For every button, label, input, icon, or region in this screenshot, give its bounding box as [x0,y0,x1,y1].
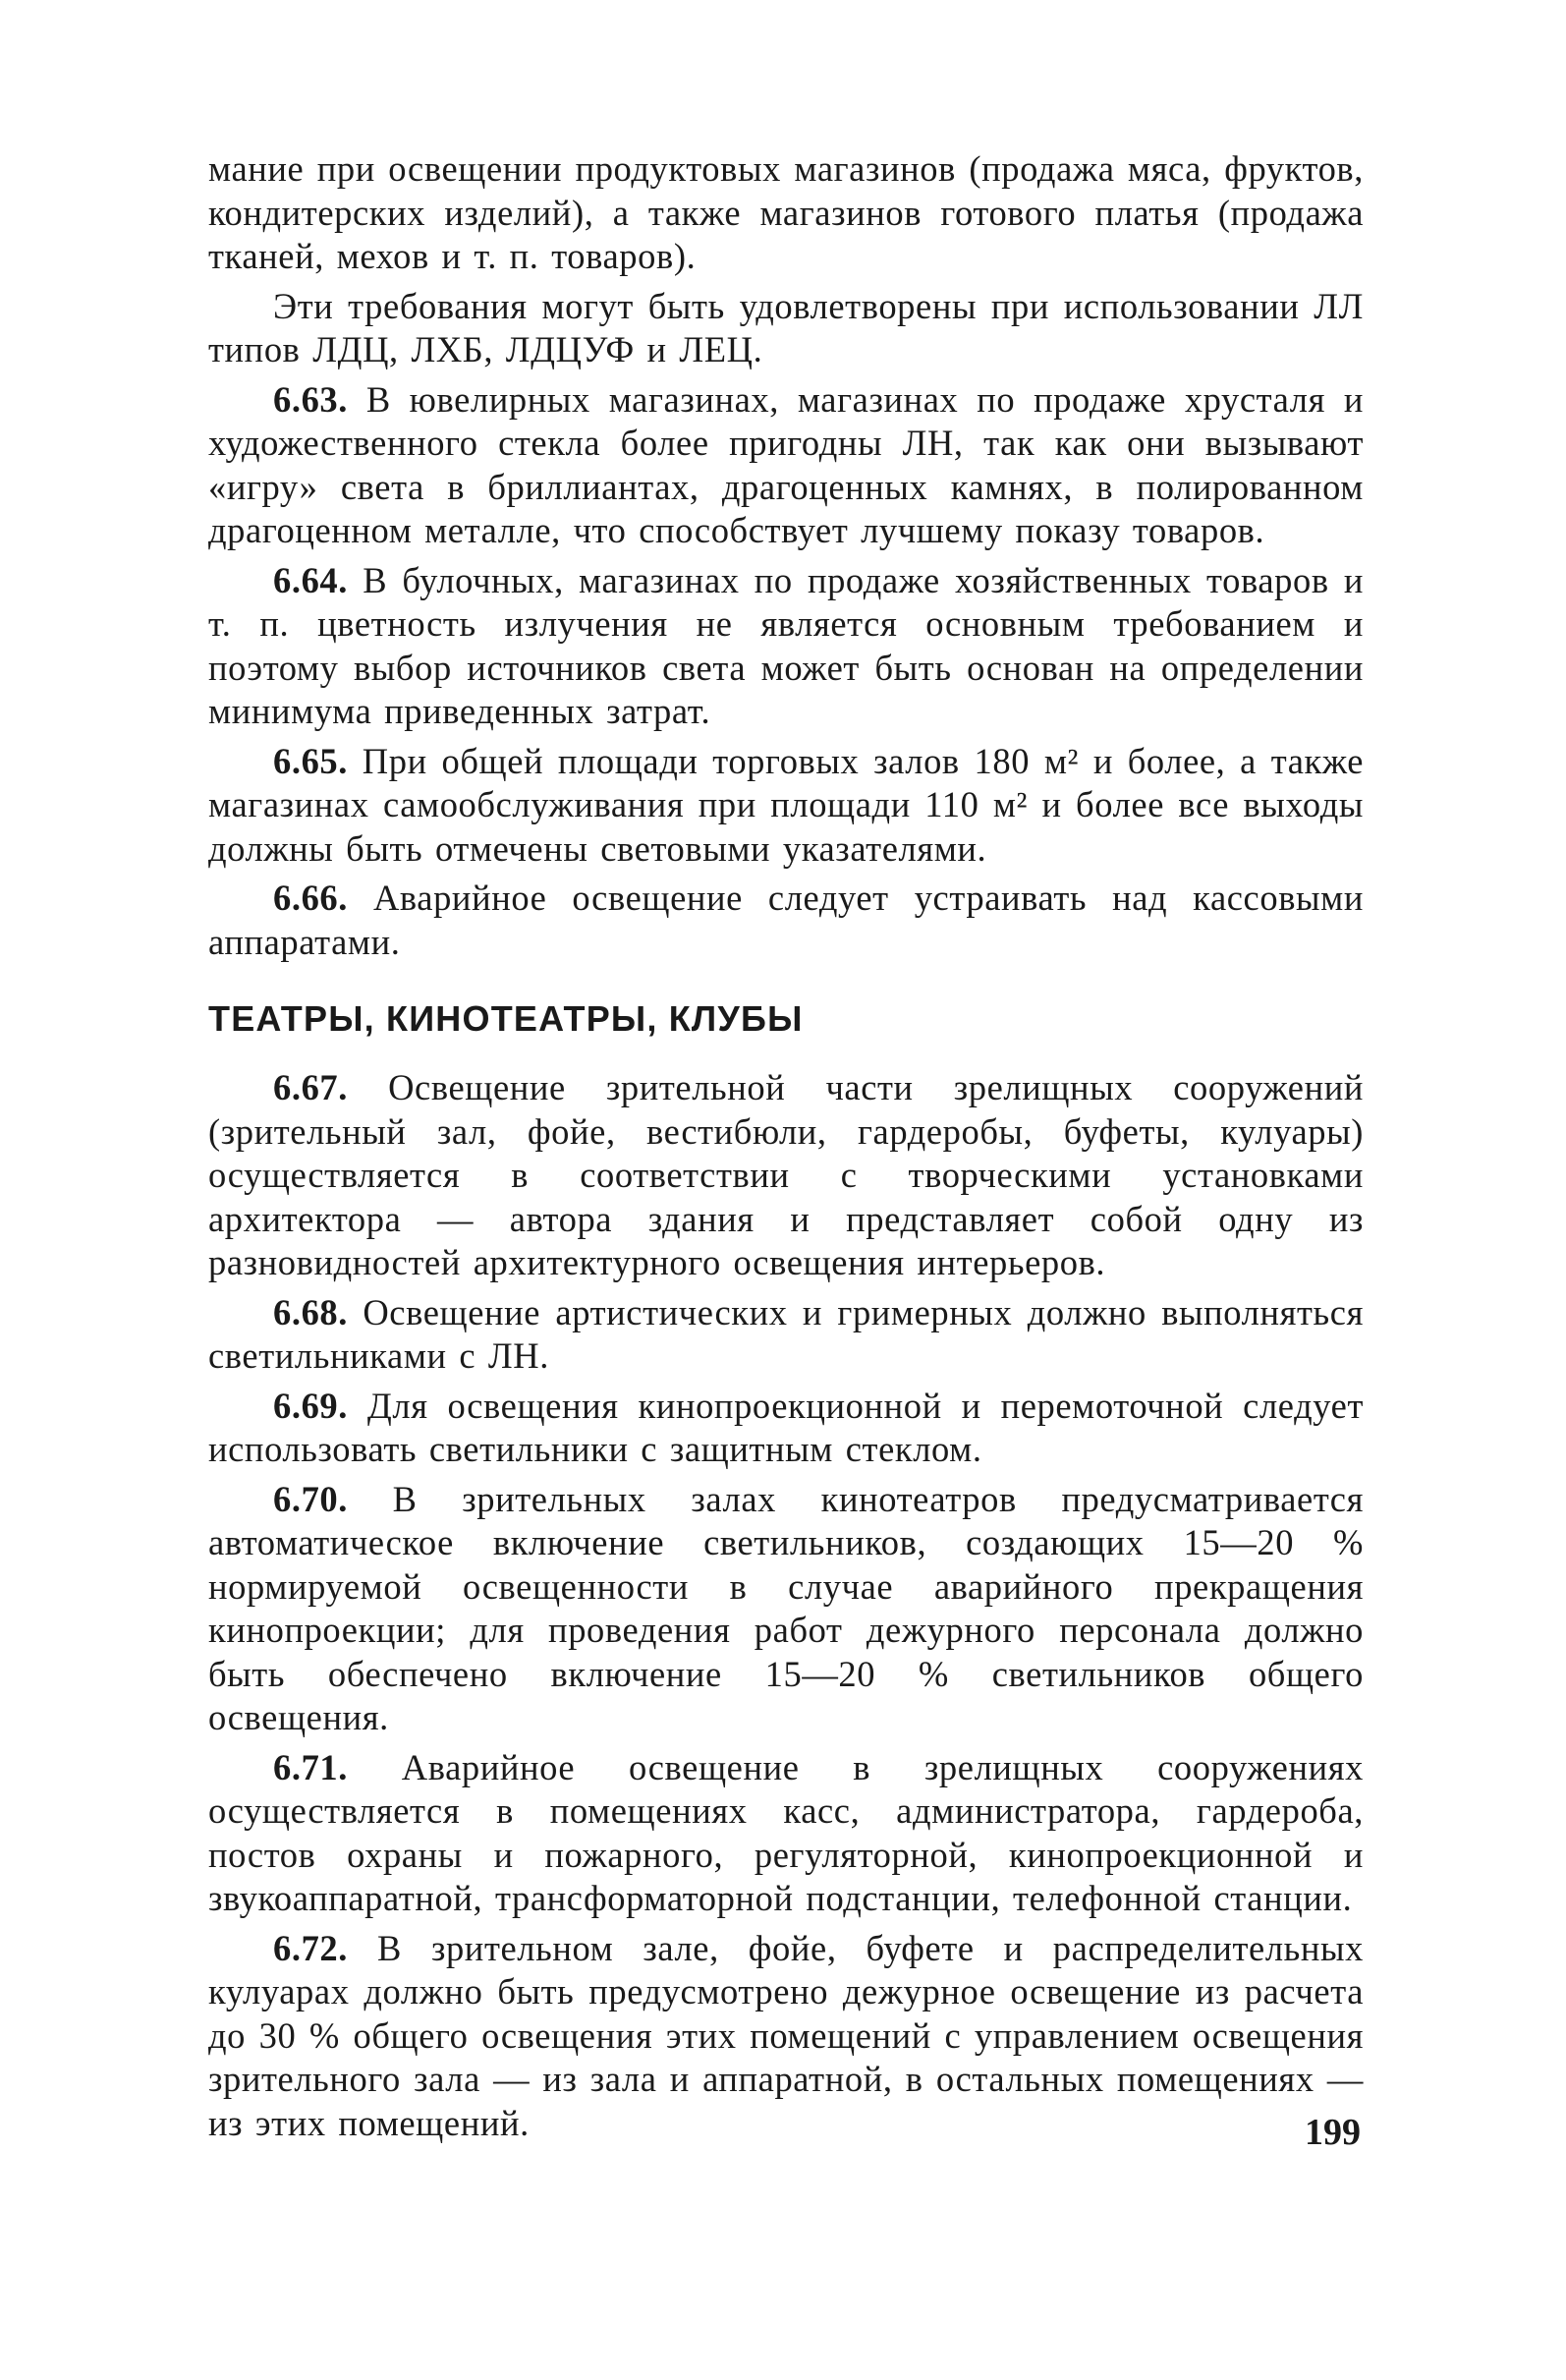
paragraph-text: В ювелирных магазинах, магазинах по продаже хрусталя и художественного стекла более пригодны ЛН, так как они вызывают «игру» света в бриллиантах, драгоценных камнях, в полированном драгоценном металле, что способствует лучшему показу товаров. [208,378,1364,550]
paragraph-text: В булочных, магазинах по продаже хозяйственных товаров и т. п. цветность излучения не является основным требованием и поэтому выбор источников света может быть основан на определении минимума приведенных затрат. [208,559,1364,731]
clause-number: 6.71. [273,1746,348,1787]
paragraph-6-70 [208,1478,1364,1740]
paragraph-6-65 [208,740,1364,872]
clause-number: 6.65. [273,740,348,781]
page-number: 199 [1305,2112,1361,2153]
paragraph-requirements [208,285,1364,372]
paragraph-text: Освещение артистических и гримерных должно выполняться светильниками с ЛН. [208,1291,1364,1376]
paragraph-6-68 [208,1291,1364,1379]
document-page [208,147,1364,2151]
clause-number: 6.67. [273,1067,348,1107]
clause-number: 6.66. [273,878,348,918]
paragraph-6-72 [208,1927,1364,2146]
section-heading: ТЕАТРЫ, КИНОТЕАТРЫ, КЛУБЫ [208,998,804,1039]
clause-number: 6.63. [273,378,348,420]
paragraph-text: Аварийное освещение в зрелищных сооружениях осуществляется в помещениях касс, администратора, гардероба, постов охраны и пожарного, регуляторной, кинопроекционной и звукоаппаратной, трансформаторной подстанции, телефонной станции. [208,1746,1364,1918]
paragraph-text: Освещение зрительной части зрелищных сооружений (зрительный зал, фойе, вестибюли, гардеробы, буфеты, кулуары) осуществляется в соответствии с творческими установками архитектора — автора здания и представляет собой одну из разновидностей архитектурного освещения интерьеров. [208,1067,1364,1282]
clause-number: 6.68. [273,1291,348,1332]
paragraph-6-64 [208,559,1364,734]
paragraph-6-63 [208,378,1364,553]
paragraph-text: При общей площади торговых залов 180 м² и более, а также магазинах самообслуживания при площади 110 м² и более все выходы должны быть отмечены световыми указателями. [208,740,1364,869]
paragraph-text: мание при освещении продуктовых магазинов (продажа мяса, фруктов, кондитерских изделий), а также магазинов готового платья (продажа тканей, мехов и т. п. товаров). [208,148,1364,276]
clause-number: 6.70. [273,1478,348,1519]
clause-number: 6.69. [273,1385,348,1426]
paragraph-6-67 [208,1066,1364,1285]
clause-number: 6.64. [273,559,348,600]
paragraph-continuation [208,147,1364,279]
clause-number: 6.72. [273,1927,348,1968]
paragraph-text: Эти требования могут быть удовлетворены при использовании ЛЛ типов ЛДЦ, ЛХБ, ЛДЦУФ и ЛЕЦ. [208,285,1364,369]
paragraph-6-69 [208,1385,1364,1472]
paragraph-text: Аварийное освещение следует устраивать над кассовыми аппаратами. [208,878,1364,962]
paragraph-text: Для освещения кинопроекционной и перемоточной следует использовать светильники с защитным стеклом. [208,1385,1364,1469]
paragraph-text: В зрительных залах кинотеатров предусматривается автоматическое включение светильников, создающих 15—20 % нормируемой освещенности в случае аварийного прекращения кинопроекции; для проведения работ дежурного персонала должно быть обеспечено включение 15—20 % светильников общего освещения. [208,1478,1364,1737]
paragraph-6-66 [208,877,1364,964]
paragraph-text: В зрительном зале, фойе, буфете и распределительных кулуарах должно быть предусмотрено дежурное освещение из расчета до 30 % общего освещения этих помещений с управлением освещения зрительного зала — из зала и аппаратной, в остальных помещениях — из этих помещений. [208,1927,1364,2143]
paragraph-6-71 [208,1746,1364,1921]
